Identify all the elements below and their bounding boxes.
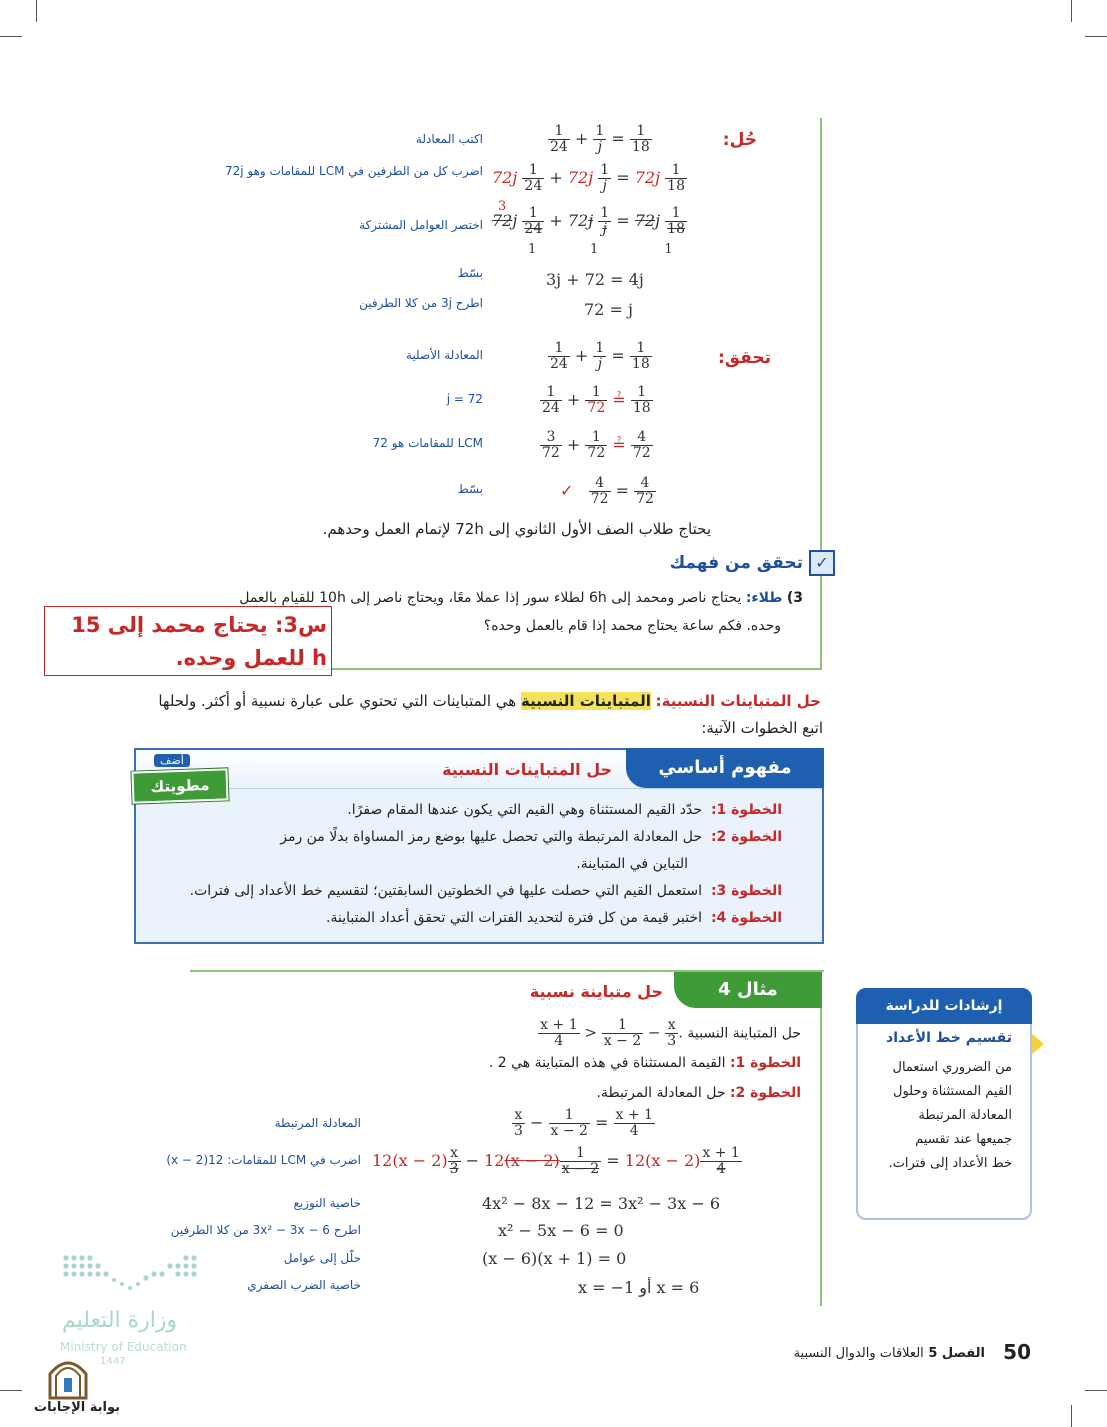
concept-title: حل المتباينات النسبية — [442, 760, 612, 779]
gate-logo-icon — [46, 1352, 90, 1400]
ministry-logo-icon — [62, 1252, 198, 1296]
crop-mark — [0, 36, 22, 37]
check-conclusion: يحتاج طلاب الصف الأول الثانوي إلى 72h لإتمام العمل وحدهم. — [322, 520, 711, 538]
example-note: اطرح 3x² − 3x − 6 من كلا الطرفين — [170, 1223, 361, 1237]
example-rule-vertical — [820, 972, 822, 1306]
crop-mark — [36, 0, 37, 22]
example-line-3: 4x² − 8x − 12 = 3x² − 3x − 6 — [482, 1194, 721, 1213]
solution-note: اكتب المعادلة — [415, 132, 483, 146]
check-line-1: $\frac{1}{24}$ + $\frac{1}{j}$ = $\frac{1}{18}$ — [550, 340, 650, 372]
example-tab: مثال 4 — [674, 972, 822, 1008]
section-rule — [820, 118, 822, 670]
highlight-term: المتباينات النسبية — [520, 692, 651, 710]
checkbox-icon: ✓ — [809, 550, 835, 576]
check-understanding-header — [670, 550, 835, 576]
problem-label: طلاء: — [745, 590, 783, 606]
section-text: هي المتباينات التي تحتوي على عبارة نسبية أو أكثر. ولحلها — [158, 692, 517, 710]
badge-main: مطويتك — [131, 768, 228, 803]
example-line-5: (x − 6)(x + 1) = 0 — [482, 1249, 627, 1268]
concept-step-1: الخطوة 1: حدّد القيم المستثناة وهي القيم التي يكون عندها المقام صفرًا. — [347, 802, 782, 818]
example-title: حل متباينة نسبية — [529, 982, 663, 1001]
solution-line-2: 72j $\frac{1}{24}$ + 72j $\frac{1}{j}$ = 72j $\frac{1}{18}$ — [492, 162, 685, 194]
example-line-2: 12(x − 2) $\frac{x}{3}$ − 12(x − 2) $\frac{1}{x - 2}$ = 12(x − 2) $\frac{x + 1}{4}$ — [372, 1145, 740, 1177]
check-line-3: $\frac{3}{72}$ + $\frac{1}{72}$ ≟ $\frac{4}{72}$ — [542, 429, 651, 461]
problem-3 — [239, 590, 803, 606]
example-intro: حل المتباينة النسبية $\frac{x + 1}{4}$ > $\frac{1}{x - 2}$ − $\frac{x}{3}$ . — [540, 1017, 801, 1049]
crop-mark — [1085, 1390, 1107, 1391]
solution-note: اختصر العوامل المشتركة — [359, 218, 483, 232]
foldable-badge — [132, 752, 226, 800]
ministry-name-en: Ministry of Education — [60, 1340, 187, 1354]
concept-step-2: الخطوة 2: حل المعادلة المرتبطة والتي تحصل عليها بوضع رمز المساواة بدلًا من رمز — [280, 829, 782, 845]
chapter-number: الفصل 5 — [928, 1346, 985, 1361]
check-line-4: ✓ $\frac{4}{72}$ = $\frac{4}{72}$ — [560, 475, 654, 507]
example-note: حلّل إلى عوامل — [283, 1251, 361, 1265]
concept-tab: مفهوم أساسي — [626, 748, 824, 788]
crop-mark — [1071, 1405, 1072, 1427]
badge-top: أضف — [154, 754, 190, 767]
concept-step-3: الخطوة 3: استعمل القيم التي حصلت عليها في الخطوتين السابقتين؛ لتقسيم خط الأعداد إلى فترات. — [189, 883, 782, 899]
check-line-2: $\frac{1}{24}$ + $\frac{1}{72}$ ≟ $\frac{1}{18}$ — [542, 384, 651, 416]
section-text-2: اتبع الخطوات الآتية: — [701, 719, 823, 737]
page-number: 50 — [1003, 1340, 1031, 1364]
example-step-2: الخطوة 2: حل المعادلة المرتبطة. — [596, 1085, 801, 1101]
chapter-info — [794, 1346, 985, 1361]
example-note: خاصية التوزيع — [293, 1196, 361, 1210]
check-note: بسّط — [457, 482, 483, 496]
concept-steps — [142, 802, 782, 942]
example-note: خاصية الضرب الصفري — [247, 1278, 361, 1292]
gate-name: بوابة الإجابات — [34, 1400, 120, 1415]
concept-step-4: الخطوة 4: اختبر قيمة من كل فترة لتحديد الفترات التي تحقق أعداد المتباينة. — [326, 910, 782, 926]
solution-line-4: 3j + 72 = 4j — [546, 270, 644, 289]
solution-line-5: 72 = j — [584, 300, 633, 319]
problem-number: 3) — [786, 590, 803, 606]
example-line-4: x² − 5x − 6 = 0 — [498, 1221, 624, 1240]
cancel-marks: 1 1 1 — [528, 242, 673, 257]
study-tips-box — [856, 988, 1032, 1220]
check-note: j = 72 — [446, 392, 483, 406]
answer-box: س3: يحتاج محمد إلى 15 h للعمل وحده. — [44, 606, 332, 676]
pointer-icon — [1032, 1034, 1044, 1054]
solution-label: حُل: — [722, 130, 757, 150]
concept-box — [134, 748, 824, 944]
study-tips-header: إرشادات للدراسة — [856, 988, 1032, 1024]
solution-note: اضرب كل من الطرفين في LCM للمقامات وهو 72j — [224, 164, 483, 178]
study-tips-body: من الضروري استعمال القيم المستثناة وحلول المعادلة المرتبطة جميعها عند تقسيم خط الأعداد إلى فترات. — [888, 1060, 1012, 1171]
section-heading: حل المتباينات النسبية: — [655, 692, 821, 710]
solution-line-1: $\frac{1}{24}$ + $\frac{1}{j}$ = $\frac{1}{18}$ — [550, 123, 650, 155]
example-note: المعادلة المرتبطة — [274, 1116, 361, 1130]
crop-mark — [1071, 0, 1072, 22]
concept-step-2-cont: التباين في المتباينة. — [576, 856, 688, 872]
solution-note: بسّط — [457, 266, 483, 280]
check-note: المعادلة الأصلية — [405, 348, 483, 362]
solution-note: اطرح 3j من كلا الطرفين — [359, 296, 483, 310]
study-tips-subtitle: تقسيم خط الأعداد — [886, 1030, 1012, 1046]
example-note: اضرب في LCM للمقامات: 12(x − 2) — [166, 1153, 361, 1167]
problem-text-line2: وحده. فكم ساعة يحتاج محمد إذا قام بالعمل وحده؟ — [483, 618, 781, 634]
ministry-name-ar: وزارة التعليم — [62, 1308, 178, 1333]
example-line-6: x = 6 أو x = −1 — [578, 1278, 700, 1297]
solution-line-3: 3 72j $\frac{1}{24}$ + 72j $\frac{1}{j}$ = 72j $\frac{1}{18}$ — [492, 199, 685, 237]
crop-mark — [0, 1390, 22, 1391]
check-understanding-title: تحقق من فهمك — [669, 553, 803, 573]
check-label: تحقق: — [718, 348, 771, 368]
example-line-1: $\frac{x}{3}$ − $\frac{1}{x - 2}$ = $\frac{x + 1}{4}$ — [514, 1107, 653, 1139]
example-step-1: الخطوة 1: القيمة المستثناة في هذه المتباينة هي 2 . — [488, 1055, 801, 1071]
section-intro — [158, 692, 821, 710]
crop-mark — [1085, 36, 1107, 37]
check-note: LCM للمقامات هو 72 — [372, 436, 483, 450]
ministry-year: 1447 — [100, 1356, 126, 1367]
problem-text: يحتاج ناصر ومحمد إلى 6h لطلاء سور إذا عملا معًا، ويحتاج ناصر إلى 10h للقيام بالعمل — [239, 590, 742, 606]
chapter-title: العلاقات والدوال النسبية — [793, 1346, 924, 1361]
